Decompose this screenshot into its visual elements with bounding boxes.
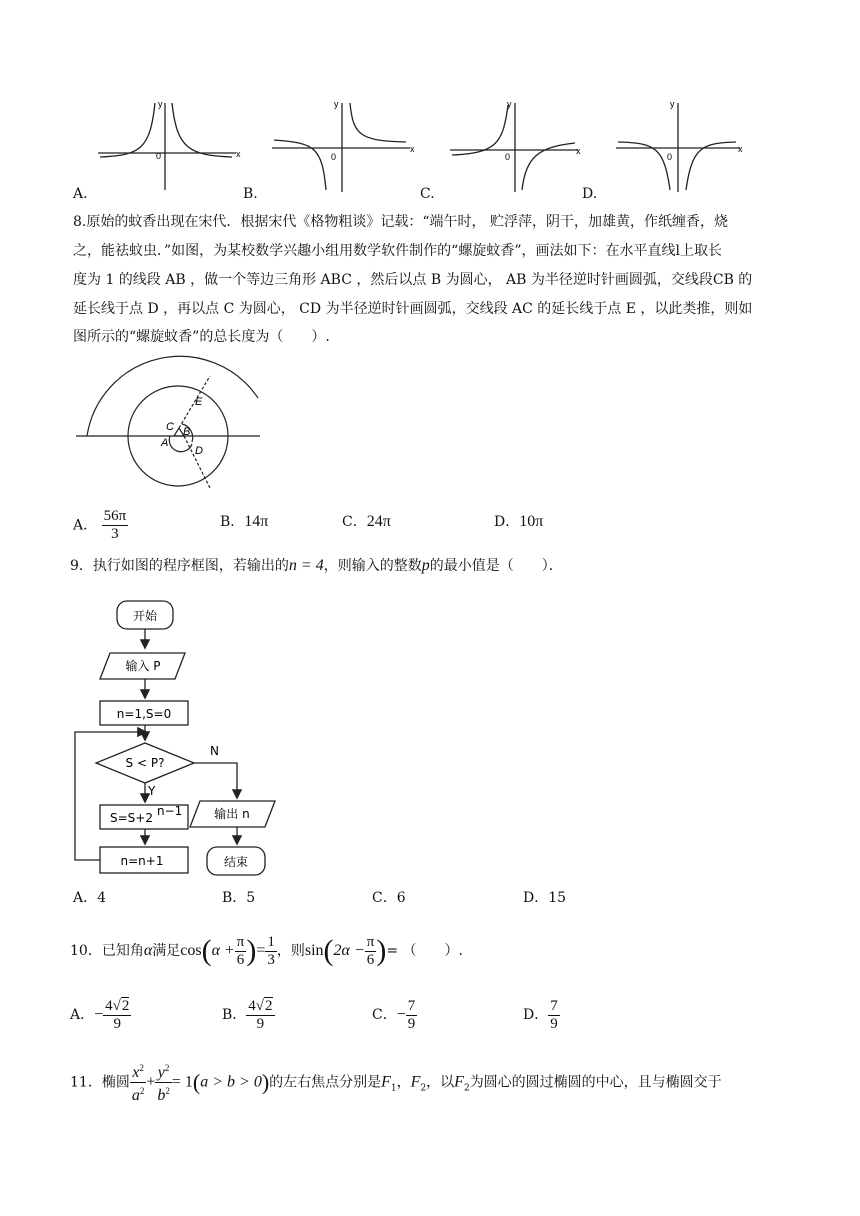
q7-a-origin: 0	[156, 151, 162, 161]
q7-option-b	[243, 184, 258, 204]
q11-f1: F	[381, 1073, 391, 1091]
q9-option-c-text: 6	[396, 890, 406, 906]
q10-option-b-num: 4	[248, 997, 256, 1014]
q10-eq: =	[256, 942, 266, 959]
q8-option-a-num: 56π	[103, 508, 127, 524]
q7-c-xlabel: x	[576, 146, 581, 156]
q8-text-5: 图所示的“螺旋蚊香”的总长度为（ ）.	[73, 329, 330, 345]
q7-d-origin: 0	[667, 152, 673, 162]
q10-pi-1: π	[236, 933, 245, 950]
q10-sin: sin	[304, 942, 324, 959]
q7-option-c-letter: C.	[420, 186, 435, 202]
q10-option-c	[372, 995, 417, 1035]
q9-stem	[70, 552, 563, 580]
q8-line-5	[73, 323, 330, 351]
q10-stem: 10．已知角α满足cos(α + $\frac{\pi}{6}$ )= $\frac{1}{3}$ ，则sin(2α − $\frac{\pi}{6}$ )= （ ）.	[70, 933, 463, 968]
q9-number: 9．	[70, 558, 93, 574]
q10-option-b-letter: B．	[222, 1007, 247, 1023]
q8-option-b-letter: B．	[220, 514, 245, 530]
q7-a-xlabel: x	[236, 149, 241, 159]
q11-f2b: F	[454, 1073, 464, 1091]
q10-option-d-den: 9	[550, 1015, 558, 1032]
q10-six-2: 6	[366, 951, 375, 968]
q10-text2: 满足	[152, 943, 181, 959]
q11-text2: 的左右焦点分别是	[269, 1074, 382, 1091]
q11-stem: 11．椭圆 $\frac{x^2}{a^2}$ + $\frac{y^2}{b^2}$ = 1(a > b > 0)的左右焦点分别是$F_1$，$F_2$，以$F_2$为圆心的圆过椭圆的中心，且与椭圆交于	[70, 1060, 722, 1110]
q9-text-mid: ，则输入的整数	[323, 558, 422, 574]
q9-option-c-letter: C．	[372, 890, 397, 906]
q9-cond: n = 4	[288, 557, 324, 574]
q10-option-b-den: 9	[256, 1015, 265, 1032]
q10-alpha: α	[143, 942, 153, 959]
q10-three: 3	[267, 951, 275, 968]
q9-option-a-letter: A．	[73, 890, 98, 906]
q7-c-ylabel: y	[507, 99, 512, 109]
q11-f2-sub: 2	[420, 1083, 427, 1094]
q10-option-d-num: 7	[550, 997, 558, 1014]
q10-tail: = （ ）.	[386, 943, 463, 959]
q11-y: y	[157, 1064, 165, 1081]
q8-option-a-letter: A．	[73, 517, 98, 534]
q11-y-sq: 2	[164, 1063, 170, 1073]
q7-option-b-letter: B.	[243, 186, 258, 202]
q7-b-ylabel: y	[334, 99, 339, 109]
q11-x: x	[132, 1064, 140, 1081]
q7-graphs	[0, 95, 860, 195]
q9-option-b-text: 5	[246, 890, 256, 906]
q7-b-origin: 0	[331, 152, 337, 162]
fc-init-text: n=1,S=0	[116, 707, 172, 721]
q10-one: 1	[267, 933, 275, 950]
q8-option-d	[494, 512, 543, 532]
q9-option-d	[523, 888, 566, 908]
q10-arg2: 2α −	[333, 942, 365, 959]
q8-dash-bd	[184, 436, 210, 488]
q8-line-4	[73, 295, 752, 323]
q10-option-b-rad: 2	[265, 997, 273, 1014]
q9-option-b	[222, 888, 255, 908]
q8-text-1: 原始的蚊香出现在宋代．根据宋代《格物粗谈》记载：“端午时， 贮浮萍，阴干，加雄黄，作纸缠香，烧	[86, 214, 728, 230]
fc-cond-text: S < P?	[125, 756, 165, 770]
q9-option-c	[372, 888, 406, 908]
q11-text1: 椭圆	[101, 1074, 130, 1091]
fc-update-s-text: S=S+2	[110, 811, 153, 825]
q8-number: 8.	[73, 214, 87, 230]
q8-option-d-text: 10π	[519, 513, 544, 530]
q9-flowchart	[70, 595, 290, 880]
q7-a-ylabel: y	[158, 99, 163, 109]
q7-graph-d	[616, 103, 740, 192]
q8-option-a	[73, 508, 128, 543]
q10-number: 10．	[70, 943, 102, 959]
q8-label-e: E	[195, 396, 203, 408]
q8-option-a-den: 3	[111, 526, 119, 542]
q11-eq1: = 1	[171, 1073, 193, 1091]
q11-f1-sub: 1	[390, 1083, 397, 1094]
q10-option-c-sign: −	[396, 1006, 406, 1023]
q8-option-c	[342, 512, 391, 532]
q8-label-b: B	[183, 426, 191, 438]
q10-arg1: α +	[211, 942, 235, 959]
fc-no-label: N	[210, 744, 219, 758]
q10-option-c-num: 7	[407, 997, 416, 1014]
q11-text3: ，以	[426, 1074, 455, 1091]
fc-input-text: 输入 P	[125, 659, 161, 673]
q11-f2b-sub: 2	[463, 1083, 470, 1094]
fc-end-text: 结束	[223, 855, 249, 869]
q8-option-d-letter: D．	[494, 514, 520, 530]
q7-option-a-letter: A.	[73, 186, 88, 202]
q7-option-a	[73, 184, 88, 204]
q7-d-ylabel: y	[670, 99, 675, 109]
q9-option-b-letter: B．	[222, 890, 247, 906]
q10-text3: ，则	[276, 943, 305, 959]
q9-text-before: 执行如图的程序框图，若输出的	[92, 558, 289, 574]
fc-yes-label: Y	[148, 784, 156, 798]
q10-option-a-den: 9	[113, 1015, 122, 1032]
q10-option-c-letter: C．	[372, 1007, 397, 1023]
q11-a: a	[131, 1087, 140, 1104]
q10-option-d-letter: D．	[523, 1007, 549, 1023]
q11-text4: 为圆心的圆过椭圆的中心，且与椭圆交于	[469, 1074, 722, 1091]
q7-c-origin: 0	[505, 152, 511, 162]
q9-var: p	[421, 557, 430, 574]
q8-option-b-text: 14π	[244, 513, 269, 530]
q10-text1: 已知角	[101, 943, 144, 959]
q10-option-a-num: 4	[105, 997, 113, 1014]
q8-text-4: 延长线于点 D ，再以点 C 为圆心， CD 为半径逆时针画圆弧，交线段 AC 的延长线于点 E ，以此类推，则如	[73, 301, 753, 317]
q11-b-sq: 2	[165, 1086, 170, 1096]
q10-pi-2: π	[366, 933, 375, 950]
q8-line-3	[73, 266, 752, 294]
q7-graph-b	[272, 103, 410, 192]
fc-update-n-text: n=n+1	[120, 854, 164, 868]
q8-label-d: D	[195, 445, 203, 457]
q9-option-a-text: 4	[97, 890, 107, 906]
q8-option-c-text: 24π	[366, 513, 391, 530]
q11-f2: F	[410, 1073, 421, 1091]
q7-d-xlabel: x	[738, 144, 743, 154]
fc-output-text: 输出 n	[214, 807, 250, 821]
fc-start-text: 开始	[132, 609, 158, 623]
q10-option-a-rad: 2	[121, 997, 130, 1014]
q10-cos: cos	[180, 942, 202, 959]
q8-option-c-letter: C．	[342, 514, 367, 530]
q11-b: b	[157, 1087, 166, 1104]
q10-option-a: A．− $\frac{4√2}{9}$	[70, 997, 130, 1032]
q9-option-a	[73, 888, 106, 908]
q11-a-sq: 2	[139, 1086, 145, 1096]
q8-text-3: 度为 1 的线段 AB ，做一个等边三角形 ABC ，然后以点 B 为圆心， AB 为半径逆时针画圆弧，交线段CB 的	[73, 272, 753, 288]
q8-line-2	[73, 237, 722, 265]
q10-option-a-letter: A．	[70, 1007, 95, 1023]
q9-option-d-text: 15	[548, 890, 567, 906]
q8-spiral-figure	[70, 352, 270, 502]
q8-text-2: 之，能祛蚊虫．”如图，为某校数学兴趣小组用数学软件制作的“螺旋蚊香”，画法如下：在水平直线l上取长	[73, 243, 722, 259]
q8-label-c: C	[166, 421, 174, 433]
q9-option-d-letter: D．	[523, 890, 549, 906]
q11-x-sq: 2	[139, 1063, 144, 1073]
q11-cond: a > b > 0	[200, 1073, 262, 1091]
q8-arc-inner	[169, 436, 192, 452]
q10-six-1: 6	[236, 951, 245, 968]
q7-graph-a	[98, 103, 236, 190]
q10-option-a-sign: −	[94, 1006, 104, 1023]
fc-no-line	[194, 763, 237, 797]
q7-option-d-letter: D.	[582, 186, 598, 202]
q11-number: 11．	[70, 1074, 102, 1091]
q7-graph-c	[450, 103, 578, 192]
q9-text-after: 的最小值是（ ）．	[429, 558, 563, 574]
q8-line-1	[73, 208, 728, 236]
q10-option-b: B． $\frac{4√2}{9}$	[222, 997, 273, 1032]
q7-option-c	[420, 184, 435, 204]
q8-label-a: A	[161, 437, 169, 449]
q10-option-c-den: 9	[407, 1015, 416, 1032]
q10-option-d	[523, 995, 560, 1035]
fc-update-s-sup: n−1	[157, 804, 183, 818]
fc-loop-line	[75, 732, 145, 860]
q7-option-d	[582, 184, 597, 204]
q7-b-xlabel: x	[410, 144, 415, 154]
q11-comma: ，	[396, 1074, 411, 1091]
q8-option-b	[220, 512, 268, 532]
